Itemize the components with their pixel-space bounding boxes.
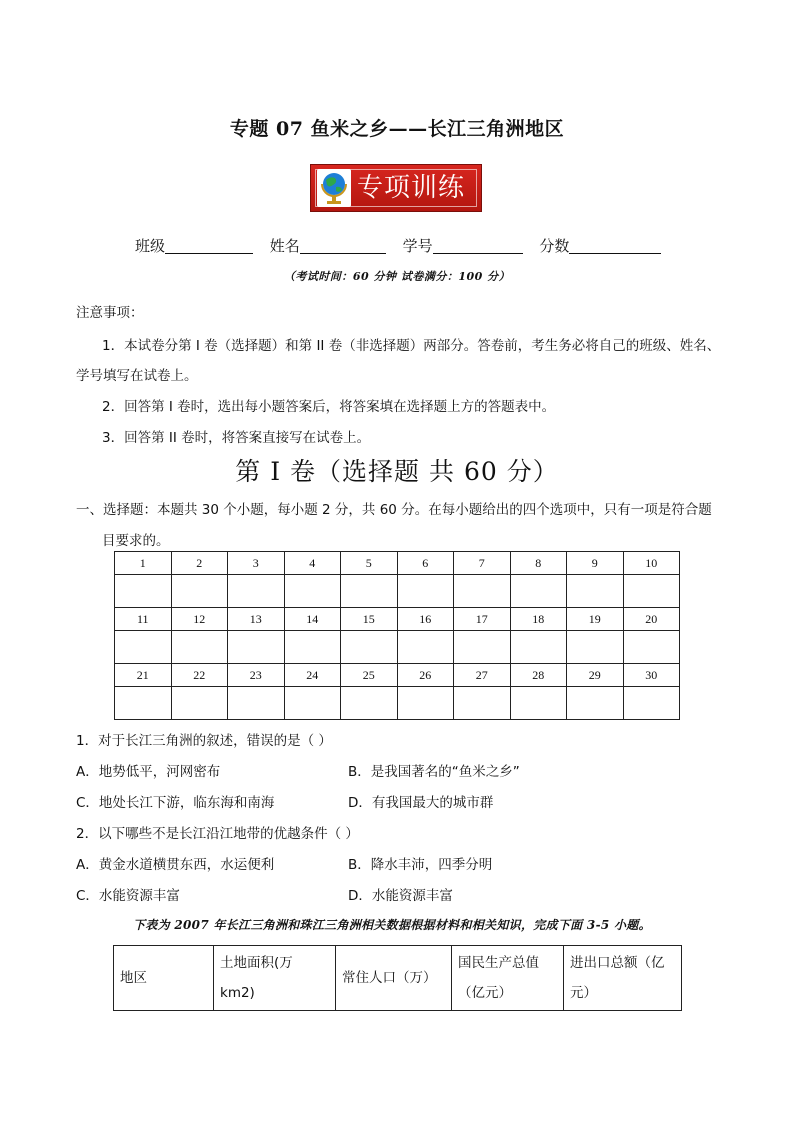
answer-cell[interactable] xyxy=(567,687,624,720)
answer-grid-answer-row xyxy=(115,687,680,720)
question-number-cell: 30 xyxy=(623,664,680,687)
header-gnp: 国民生产总值（亿元） xyxy=(452,946,564,1011)
question-number-cell: 17 xyxy=(454,608,511,631)
answer-cell[interactable] xyxy=(510,687,567,720)
question-2-stem: 2．以下哪些不是长江沿江地带的优越条件（ ） xyxy=(76,826,359,842)
question-number-cell: 6 xyxy=(397,552,454,575)
notice-item-2: 2．回答第 I 卷时，选出每小题答案后，将答案填在选择题上方的答题表中。 xyxy=(102,399,556,415)
question-number-cell: 26 xyxy=(397,664,454,687)
question-number-cell: 5 xyxy=(341,552,398,575)
answer-cell[interactable] xyxy=(510,575,567,608)
question-number-cell: 1 xyxy=(115,552,172,575)
question-number-cell: 27 xyxy=(454,664,511,687)
answer-grid xyxy=(114,551,680,720)
answer-cell[interactable] xyxy=(454,631,511,664)
answer-cell[interactable] xyxy=(341,575,398,608)
answer-cell[interactable] xyxy=(623,687,680,720)
answer-cell[interactable] xyxy=(623,631,680,664)
notice-item-1: 1．本试卷分第 I 卷（选择题）和第 II 卷（非选择题）两部分。答卷前，考生务必将自己的班级、姓名、 xyxy=(102,338,721,354)
answer-cell[interactable] xyxy=(171,575,228,608)
answer-cell[interactable] xyxy=(284,687,341,720)
question-number-cell: 22 xyxy=(171,664,228,687)
question-number-cell: 13 xyxy=(228,608,285,631)
notice-item-1-cont: 学号填写在试卷上。 xyxy=(76,368,198,384)
header-region: 地区 xyxy=(114,946,214,1011)
student-id-label: 学号 xyxy=(402,237,433,255)
answer-grid-number-row xyxy=(115,552,680,575)
question-1-option-d[interactable]: D．有我国最大的城市群 xyxy=(348,795,494,811)
question-number-cell: 3 xyxy=(228,552,285,575)
answer-cell[interactable] xyxy=(115,575,172,608)
question-2-option-c[interactable]: C．水能资源丰富 xyxy=(76,888,180,904)
answer-cell[interactable] xyxy=(454,575,511,608)
banner-label: 专项训练 xyxy=(357,173,466,203)
question-number-cell: 9 xyxy=(567,552,624,575)
answer-cell[interactable] xyxy=(341,687,398,720)
answer-cell[interactable] xyxy=(397,687,454,720)
notice-item-3: 3．回答第 II 卷时，将答案直接写在试卷上。 xyxy=(102,430,371,446)
question-number-cell: 16 xyxy=(397,608,454,631)
answer-cell[interactable] xyxy=(623,575,680,608)
answer-grid-answer-row xyxy=(115,631,680,664)
student-id-blank[interactable] xyxy=(433,237,523,254)
class-blank[interactable] xyxy=(165,237,253,254)
score-blank[interactable] xyxy=(569,237,661,254)
question-1-option-c[interactable]: C．地处长江下游，临东海和南海 xyxy=(76,795,275,811)
question-2-option-b[interactable]: B．降水丰沛，四季分明 xyxy=(348,857,493,873)
answer-cell[interactable] xyxy=(341,631,398,664)
answer-cell[interactable] xyxy=(115,631,172,664)
answer-cell[interactable] xyxy=(284,575,341,608)
answer-cell[interactable] xyxy=(171,687,228,720)
answer-cell[interactable] xyxy=(454,687,511,720)
question-1-option-b[interactable]: B．是我国著名的“鱼米之乡” xyxy=(348,764,520,780)
question-number-cell: 15 xyxy=(341,608,398,631)
answer-cell[interactable] xyxy=(567,631,624,664)
question-1-stem: 1．对于长江三角洲的叙述，错误的是（ ） xyxy=(76,733,332,749)
instructions-line-2: 目要求的。 xyxy=(102,533,170,549)
answer-cell[interactable] xyxy=(510,631,567,664)
notice-heading: 注意事项： xyxy=(76,305,144,321)
question-number-cell: 2 xyxy=(171,552,228,575)
answer-cell[interactable] xyxy=(228,687,285,720)
instructions-line-1: 一、选择题：本题共 30 个小题，每小题 2 分，共 60 分。在每小题给出的四个选项中，只有一项是符合题 xyxy=(76,502,712,518)
name-label: 姓名 xyxy=(269,237,300,255)
question-1-option-a[interactable]: A．地势低平，河网密布 xyxy=(76,764,221,780)
question-number-cell: 12 xyxy=(171,608,228,631)
answer-cell[interactable] xyxy=(567,575,624,608)
question-number-cell: 21 xyxy=(115,664,172,687)
answer-cell[interactable] xyxy=(228,631,285,664)
question-number-cell: 25 xyxy=(341,664,398,687)
question-number-cell: 20 xyxy=(623,608,680,631)
exam-time-info: （考试时间：60 分钟 试卷满分：100 分） xyxy=(283,270,511,283)
question-2-option-d[interactable]: D．水能资源丰富 xyxy=(348,888,453,904)
question-number-cell: 7 xyxy=(454,552,511,575)
question-number-cell: 11 xyxy=(115,608,172,631)
question-number-cell: 8 xyxy=(510,552,567,575)
page-title: 专题 07 鱼米之乡——长江三角洲地区 xyxy=(229,118,565,140)
question-number-cell: 28 xyxy=(510,664,567,687)
answer-cell[interactable] xyxy=(115,687,172,720)
data-table-header-row xyxy=(114,946,682,1011)
question-number-cell: 23 xyxy=(228,664,285,687)
score-label: 分数 xyxy=(539,237,570,255)
header-trade-total: 进出口总额（亿元） xyxy=(564,946,682,1011)
table-intro: 下表为 2007 年长江三角洲和珠江三角洲相关数据根据材料和相关知识，完成下面 3-5 小题。 xyxy=(133,918,651,932)
section-title: 第 I 卷（选择题 共 60 分） xyxy=(235,457,559,486)
class-label: 班级 xyxy=(135,237,166,255)
name-blank[interactable] xyxy=(300,237,386,254)
answer-grid-number-row xyxy=(115,608,680,631)
question-number-cell: 18 xyxy=(510,608,567,631)
globe-icon xyxy=(316,168,352,208)
answer-cell[interactable] xyxy=(171,631,228,664)
answer-cell[interactable] xyxy=(397,575,454,608)
answer-cell[interactable] xyxy=(228,575,285,608)
answer-grid-answer-row xyxy=(115,575,680,608)
answer-grid-number-row xyxy=(115,664,680,687)
question-number-cell: 29 xyxy=(567,664,624,687)
question-2-option-a[interactable]: A．黄金水道横贯东西，水运便利 xyxy=(76,857,275,873)
header-population: 常住人口（万） xyxy=(336,946,452,1011)
special-training-banner xyxy=(310,164,482,212)
header-land-area: 土地面积(万 km2) xyxy=(214,946,336,1011)
answer-cell[interactable] xyxy=(284,631,341,664)
answer-cell[interactable] xyxy=(397,631,454,664)
student-info-row xyxy=(135,235,673,256)
question-number-cell: 10 xyxy=(623,552,680,575)
question-number-cell: 4 xyxy=(284,552,341,575)
data-table xyxy=(113,945,682,1011)
question-number-cell: 19 xyxy=(567,608,624,631)
question-number-cell: 14 xyxy=(284,608,341,631)
question-number-cell: 24 xyxy=(284,664,341,687)
